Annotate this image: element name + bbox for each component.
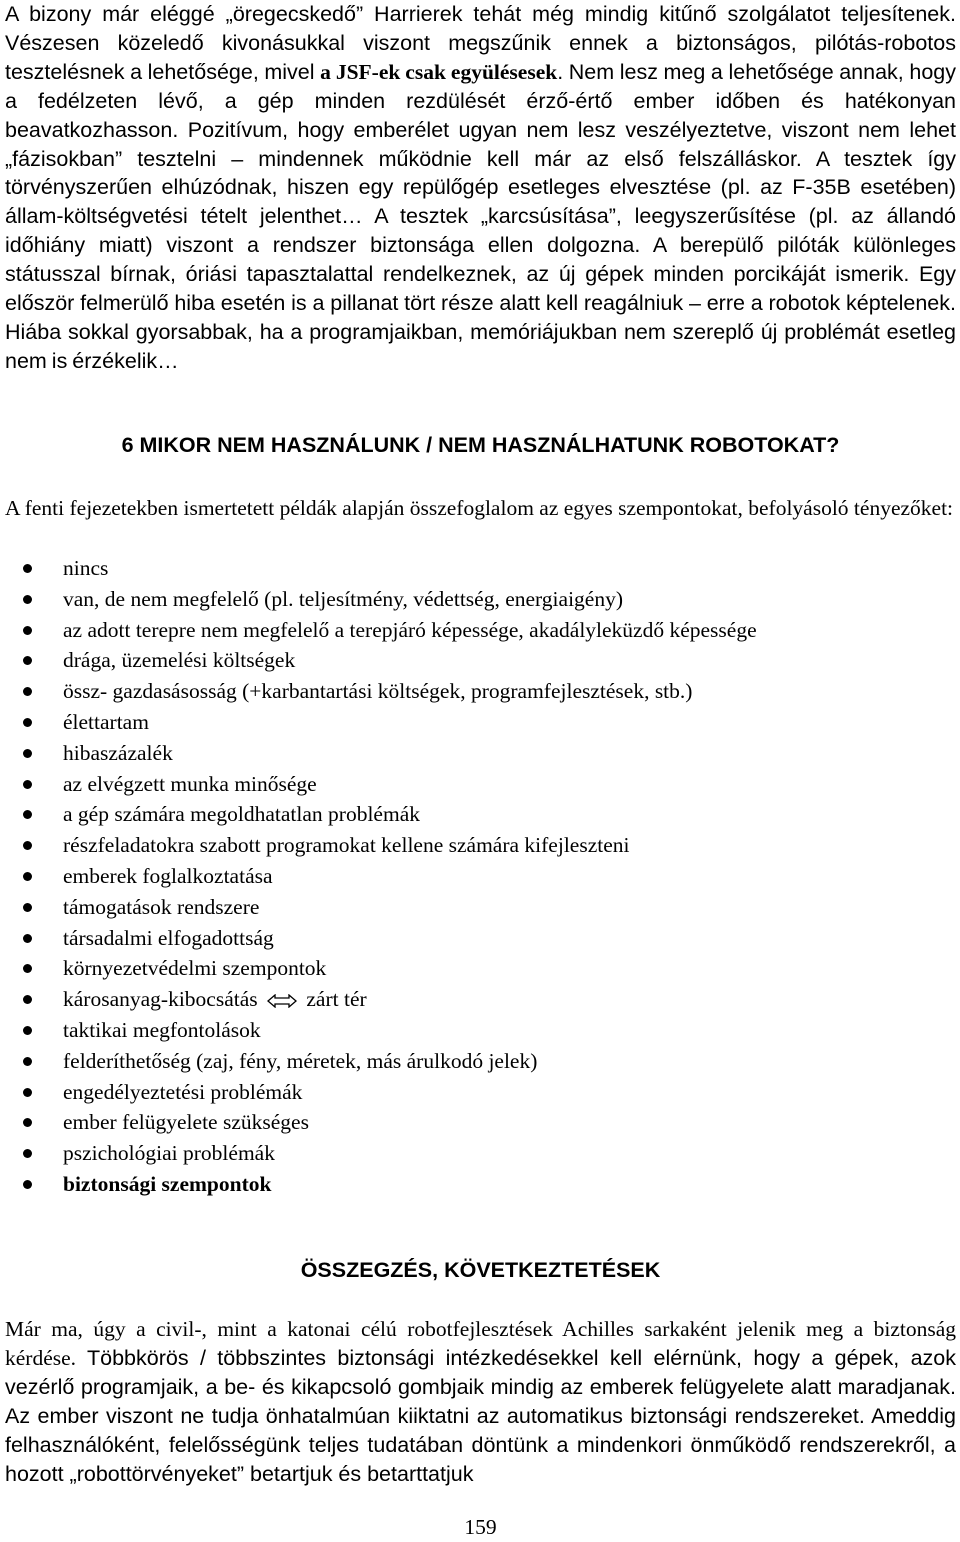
list-item-bold: biztonsági szempontok <box>5 1169 956 1200</box>
intro-sentence-2: . Nem lesz meg a lehetősége annak, hogy a fedélzeten lévő, a gép minden rezdülését érző-értő ember időben és hatékonyan beavatkozhasson. <box>5 59 956 142</box>
emission-left-text: károsanyag-kibocsátás <box>63 987 258 1012</box>
summary-heading: ÖSSZEGZÉS, KÖVETKEZTETÉSEK <box>300 1258 661 1282</box>
summary-sentence-2: Többkörös / többszintes biztonsági intézkedésekkel kell elérnünk, hogy a gépek, azok vezérlő programjaik, a be- és kikapcsoló gombjaik mindig az emberek felügyelete alatt maradjanak. Az ember viszont ne tudja önhatalmúan kiiktatni az automatikus biztonsági rendszereket. <box>5 1345 956 1428</box>
list-item: társadalmi elfogadottság <box>5 923 956 954</box>
summary-sentence-3: Ameddig felhasználóként, felelősségünk teljes tudatában döntünk a mindenkori önműködő rendszerekről, a hozott „robottörvényeket” betartjuk és betarttatjuk <box>5 1403 956 1486</box>
section-heading-6: 6 MIKOR NEM HASZNÁLUNK / NEM HASZNÁLHATUNK ROBOTOKAT? <box>121 433 840 457</box>
list-item: van, de nem megfelelő (pl. teljesítmény, védettség, energiaigény) <box>5 584 956 615</box>
section6-lead: A fenti fejezetekben ismertetett példák alapján összefoglalom az egyes szempontokat, befolyásoló tényezőket: <box>5 496 954 520</box>
list-item: hibaszázalék <box>5 738 956 769</box>
list-item: taktikai megfontolások <box>5 1015 956 1046</box>
summary-sentence-1: Már ma, úgy a civil-, mint a katonai célú robotfejlesztések Achilles sarkaként jelenik meg a biztonság kérdése. <box>5 1317 956 1370</box>
list-item: az elvégzett munka minősége <box>5 769 956 800</box>
list-item: az adott terepre nem megfelelő a terepjáró képessége, akadályleküzdő képessége <box>5 615 956 646</box>
factor-list <box>5 553 956 1200</box>
list-item: drága, üzemelési költségek <box>5 645 956 676</box>
list-item: részfeladatokra szabott programokat kellene számára kifejleszteni <box>5 830 956 861</box>
summary-paragraph <box>5 1315 956 1488</box>
list-item: felderíthetőség (zaj, fény, méretek, más árulkodó jelek) <box>5 1046 956 1077</box>
list-item: környezetvédelmi szempontok <box>5 953 956 984</box>
list-item: a gép számára megoldhatatlan problémák <box>5 799 956 830</box>
list-item: élettartam <box>5 707 956 738</box>
list-item: emberek foglalkoztatása <box>5 861 956 892</box>
list-item: engedélyeztetési problémák <box>5 1077 956 1108</box>
list-item-emission <box>5 984 956 1015</box>
emission-right-text: zárt tér <box>306 987 367 1012</box>
page-number: 159 <box>464 1515 497 1539</box>
left-right-arrow-icon <box>267 994 297 1008</box>
list-item: nincs <box>5 553 956 584</box>
intro-sentence-1: A bizony már eléggé „öregecskedő” Harrierek tehát még mindig kitűnő szolgálatot teljesítenek. Vészesen közeledő kivonásukkal viszont megszűnik ennek a biztonságos, pilótás-robotos tesztelésnek a lehetősége, mivel <box>5 2 956 84</box>
intro-paragraph <box>5 0 956 376</box>
list-item: ember felügyelete szükséges <box>5 1107 956 1138</box>
list-item: össz- gazdasásosság (+karbantartási költségek, programfejlesztések, stb.) <box>5 676 956 707</box>
intro-emphasis: a JSF-ek csak együlésesek <box>320 59 558 84</box>
list-item: támogatások rendszere <box>5 892 956 923</box>
intro-sentence-3: Pozitívum, hogy emberélet ugyan nem lesz veszélyeztetve, viszont nem lehet „fázisokban” tesztelni – mindennek működnie kell már az első felszálláskor. A tesztek így törvényszerűen elhúzódnak, hiszen egy repülőgép esetleges elvesztése (pl. az F-35B esetében) állam-költségvetési tételt jelenthet… A tesztek „karcsúsítása”, leegyszerűsítése (pl. az állandó időhiány miatt) viszont a rendszer biztonsága ellen dolgozna. A berepülő pilóták különleges státusszal bírnak, óriási tapasztalattal rendelkeznek, az új gépek minden porcikáját ismerik. Egy először felmerülő hiba esetén is a pillanat tört része alatt kell reagálniuk – erre a robotok képtelenek. Hiába sokkal gyorsabbak, ha a programjaikban, memóriájukban nem szereplő új problémát esetleg nem is érzékelik… <box>5 117 956 373</box>
list-item: pszichológiai problémák <box>5 1138 956 1169</box>
